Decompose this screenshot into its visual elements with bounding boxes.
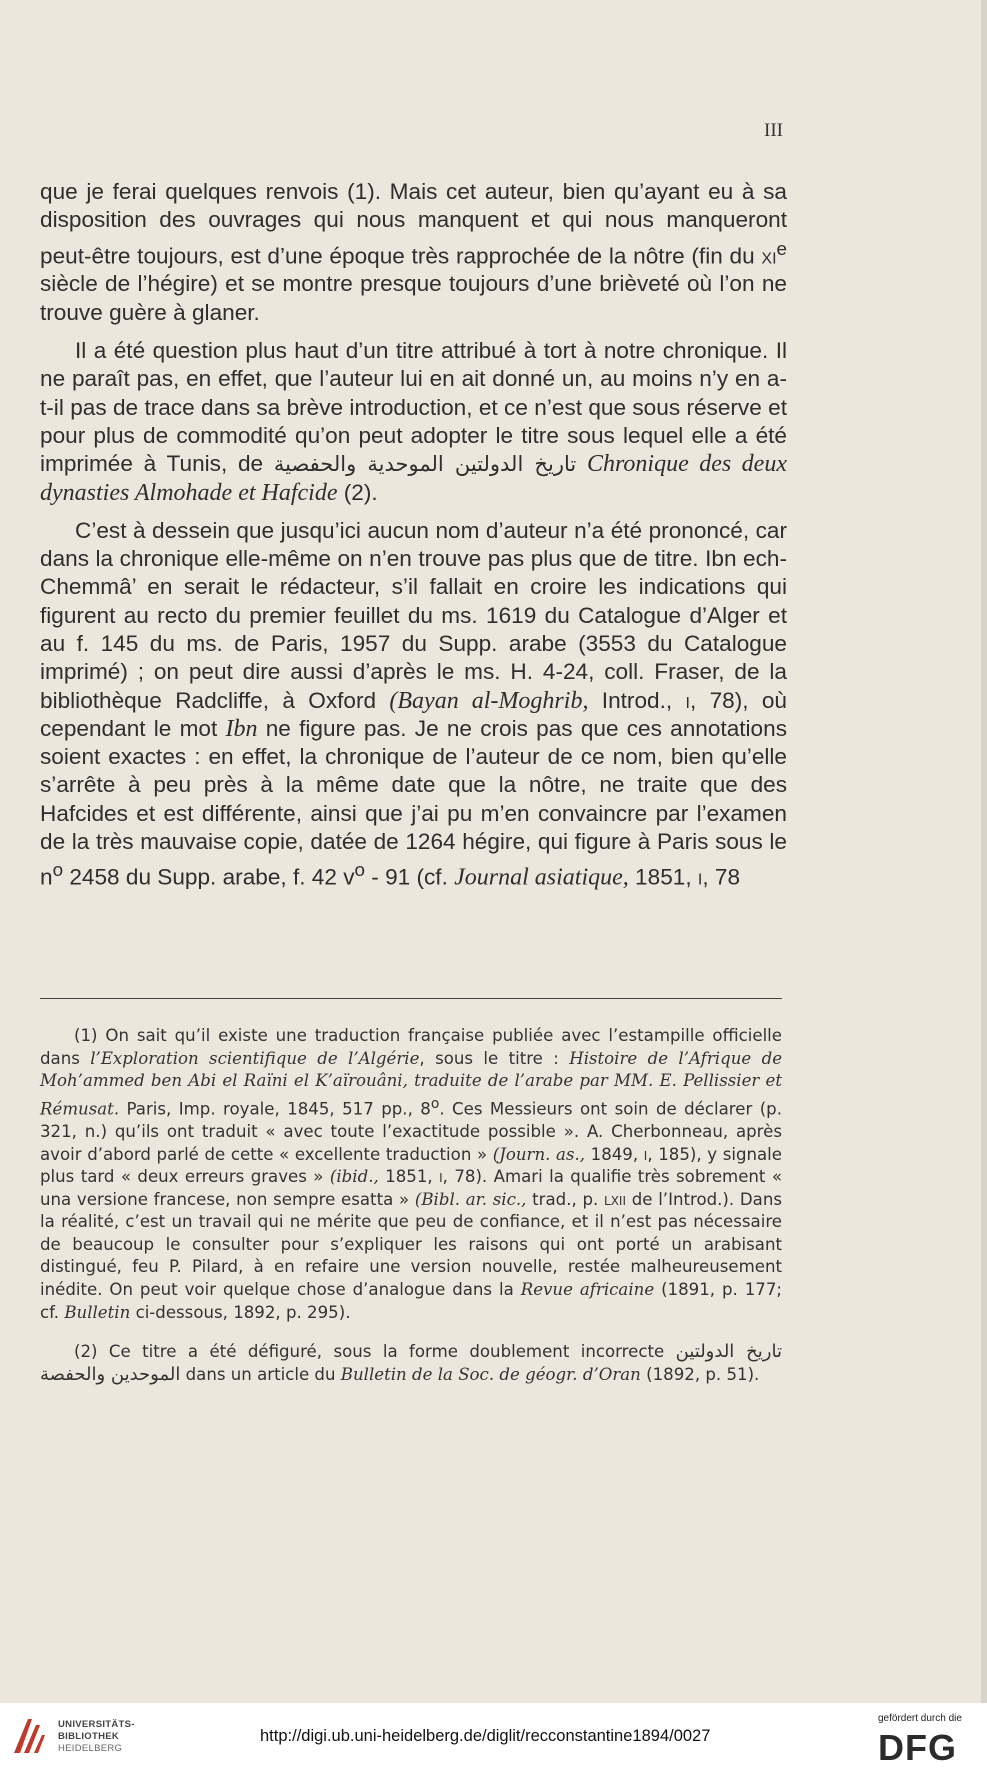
dfg-logo: DFG [878,1727,957,1768]
source-url-link[interactable]: http://digi.ub.uni-heidelberg.de/diglit/recconstantine1894/0027 [260,1727,711,1745]
university-library-logo-icon [10,1713,46,1761]
arabic-title-incorrect: تاريخ الدولتين الموحدين والحفصة [40,1341,782,1385]
footnote-2: (2) Ce titre a été défiguré, sous la forme doublement incorrecte تاريخ الدولتين الموحدين والحفصة dans un article du Bulletin de la Soc. de géogr. d’Oran (1892, p. 51). [40,1341,782,1385]
paragraph-1: que je ferai quelques renvois (1). Mais cet auteur, bien qu’ayant eu à sa disposition des ouvrages qui nous manquent et qui nous manqueront peut-être toujours, est d’une époque très rapprochée de la nôtre (fin du $xi^e$ siècle de l’hégire) et se montre presque toujours d’une brièveté où l’on ne trouve guère à glaner. [40,179,787,325]
arabic-title: تاريخ الدولتين الموحدية والحفصية [273,452,577,477]
page-number: III [764,120,783,141]
digitization-footer [0,1703,987,1775]
funding-caption: gefördert durch die [878,1713,962,1724]
footnote-divider [40,998,782,999]
book-title: Chronique des deux dynasties Almohade et Hafcide [40,451,787,506]
footnote-1: (1) On sait qu’il existe une traduction française publiée avec l’estampille officielle dans l’Exploration scientifique de l’Algérie, sous le titre : Histoire de l’Afrique de Moh’ammed ben Abi el Raïni el K’aïrouâni, traduite de l’arabe par MM. E. Pellissier et Rémusat. Paris, Imp. royale, 1845, 517 pp., 8$^o$. Ces Messieurs ont soin de déclarer (p. 321, n.) qu’ils ont traduit « avec toute l’exactitude possible ». A. Cherbonneau, après avoir d’abord parlé de cette « excellente traduction » (Journ. as., 1849, i, 185), y signale plus tard « deux erreurs graves » (ibid., 1851, i, 78). Amari la qualifie très sobrement « una versione francese, non sempre esatta » (Bibl. ar. sic., trad., p. lxii de l’Introd.). Dans la réalité, c’est un travail qui ne mérite que peu de confiance, et il n’est pas nécessaire de beaucoup le consulter pour s’expliquer les raisons qui ont porté un arabisant distingué, feu P. Pilard, à en refaire une version nouvelle, restée malheureusement inédite. On peut voir quelque chose d’analogue dans la Revue africaine (1891, p. 177; cf. Bulletin ci-dessous, 1892, p. 295). [40,1026,783,1322]
institution-name: UNIVERSITÄTS- BIBLIOTHEK HEIDELBERG [58,1719,135,1754]
footnotes [40,1025,782,1386]
main-text [40,178,787,892]
paragraph-3: C’est à dessein que jusqu’ici aucun nom d’auteur n’a été prononcé, car dans la chronique elle-même on n’en trouve pas plus que de titre. Ibn ech-Chemmâ’ en serait le rédacteur, s’il fallait en croire les indications qui figurent au recto du premier feuillet du ms. 1619 du Catalogue d’Alger et au f. 145 du ms. de Paris, 1957 du Supp. arabe (3553 du Catalogue imprimé) ; on peut dire aussi d’après le ms. H. 4-24, coll. Fraser, de la bibliothèque Radcliffe, à Oxford (Bayan al-Moghrib, Introd., i, 78), où cependant le mot Ibn ne figure pas. Je ne crois pas que ces annotations soient exactes : en effet, la chronique de l’auteur de ce nom, bien qu’elle s’arrête à peu près à la même date que la nôtre, ne traite que des Hafcides et est différente, ainsi que j’ai pu m’en convaincre par l’examen de la très mauvaise copie, datée de 1264 hégire, qui figure à Paris sous le $n^o$ 2458 du Supp. arabe, f. 42 $v^o - 91$ (cf. Journal asiatique, 1851, i, 78 [40,517,787,891]
paragraph-2: Il a été question plus haut d’un titre attribué à tort à notre chronique. Il ne paraît pas, en effet, que l’auteur lui en ait donné un, au moins n’y en a-t-il pas de trace dans sa brève introduction, et ce n’est que sous réserve et pour plus de commodité qu’on peut adopter le titre sous lequel elle a été imprimée à Tunis, de تاريخ الدولتين الموحدية والحفصية Chronique des deux dynasties Almohade et Hafcide (2). [40,338,787,506]
